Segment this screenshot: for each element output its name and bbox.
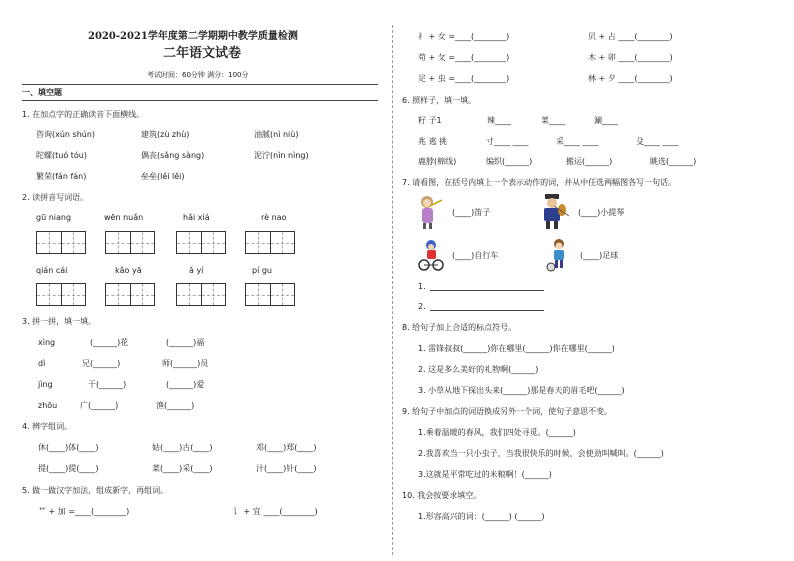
q4-item[interactable]: 汁(____)针(____) [256,464,317,473]
q5-item[interactable]: 艹 + 加 =____(________) [38,507,130,516]
q3-blank[interactable]: 广(______) [80,401,119,410]
pinyin: wēn nuǎn [104,213,144,222]
q3-pinyin: zhōu [38,401,58,410]
pinyin: gū niang [36,213,72,222]
q4-item[interactable]: 姑(____)古(____) [152,443,213,452]
q1-item: 陀螺(tuó tóu) [36,151,87,160]
section-rule [22,100,378,101]
writing-grid[interactable] [105,283,155,306]
pic-caption[interactable]: (____)自行车 [452,251,499,260]
q6-item[interactable]: 搬运(______) [566,157,613,166]
answer-line[interactable] [430,310,544,311]
q6-item[interactable]: 涮____ [594,116,618,125]
q3-blank[interactable]: 师(______)员 [162,359,209,368]
writing-grid[interactable] [36,231,86,254]
q1-item: 繁荣(fán fán) [36,172,87,181]
q3-blank[interactable]: 渔(______) [156,401,195,410]
writing-grid[interactable] [176,231,226,254]
answer-line[interactable] [430,290,544,291]
pic-caption[interactable]: (____)小提琴 [578,208,625,217]
q9-line[interactable]: 1.乘着温暖的春风，我们四处寻觅。(______) [418,428,576,437]
q4-item[interactable]: 菜(____)采(____) [152,464,213,473]
char-add-item[interactable]: 苟 + 攵 =____(________) [418,53,510,62]
q1-item: 油腻(nì niù) [254,130,299,139]
writing-grid[interactable] [245,283,295,306]
char-add-item[interactable]: 礻 + 女 =____(________) [418,32,510,41]
violinist-picture [536,192,570,230]
char-add-item[interactable]: 林 + 夕 ____(________) [588,74,673,83]
q5-prompt: 5. 做一做汉字加法，组成新字，再组词。 [22,486,169,495]
q4-item[interactable]: 邓(____)郑(____) [256,443,317,452]
q6-item[interactable]: 辣____ [487,116,511,125]
q6-item: 鹿脖(棉线) [418,157,457,166]
q6-item[interactable]: 眺选(______) [650,157,697,166]
answer-line-label: 1. [418,282,426,291]
q6-item[interactable]: 寸____ ____ [486,137,529,146]
pinyin: pí gu [252,266,272,275]
q1-item: 泥泞(nìn nìng) [254,151,309,160]
q3-prompt: 3. 拼一拼，填一填。 [22,317,97,326]
q1-item: 垒垒(lěi lěi) [141,172,185,181]
pic-caption[interactable]: (____)笛子 [452,208,491,217]
writing-grid[interactable] [245,231,295,254]
girl-flute-picture [412,194,444,230]
q4-item[interactable]: 提(____)提(____) [38,464,99,473]
q5-item[interactable]: 讠 + 宜 ____(________) [233,507,318,516]
q6-prompt: 6. 照样子，填一填。 [402,96,477,105]
section-title: 一、填空题 [22,88,62,97]
q3-blank[interactable]: (______)福 [166,338,205,347]
q3-pinyin: xìng [38,338,56,347]
q10-line[interactable]: 1.形容高兴的词：(______) (______) [418,512,545,521]
answer-line-label: 2. [418,302,426,311]
pinyin: kǎo yā [115,266,142,275]
q7-prompt: 7. 请看图，在括号内填上一个表示动作的词，并从中任选两幅图各写一句话。 [402,178,677,187]
q9-line[interactable]: 2.我喜欢当一只小虫子，当我很快乐的时候，会使劲叫喊叫。(______) [418,449,664,458]
q9-prompt: 9. 给句子中加点的词语换成另外一个词，使句子意思不变。 [402,407,613,416]
q6-item: 籽 子1 [418,116,442,125]
column-divider [392,25,393,555]
char-add-item[interactable]: 足 + 虫 =____(________) [418,74,510,83]
q3-pinyin: jìng [38,380,53,389]
q3-blank[interactable]: 干(______) [88,380,127,389]
q3-blank[interactable]: (______)爱 [166,380,205,389]
cyclist-picture [418,238,444,272]
q1-item: 建筑(zù zhù) [141,130,190,139]
writing-grid[interactable] [36,283,86,306]
q8-prompt: 8. 给句子加上合适的标点符号。 [402,323,517,332]
char-add-item[interactable]: 木 + 卯 ____(________) [588,53,673,62]
writing-grid[interactable] [176,283,226,306]
exam-title: 2020-2021学年度第二学期期中教学质量检测 [88,31,298,42]
writing-grid[interactable] [105,231,155,254]
q1-prompt: 1. 在加点字的正确读音下面横线。 [22,110,145,119]
q3-pinyin: dì [38,359,46,368]
q8-line[interactable]: 1. 雷锋叔叔(______)你在哪里(______)你在哪里(______) [418,344,615,353]
char-add-item[interactable]: 贝 + 占 ____(________) [588,32,673,41]
pinyin: ǎ yí [189,266,204,275]
q6-item[interactable]: 编织(______) [486,157,533,166]
q2-prompt: 2. 读拼音写词语。 [22,193,89,202]
exam-subtitle: 二年语文试卷 [163,46,242,61]
q1-item: 咨询(xún shún) [36,130,96,139]
q10-prompt: 10. 我会按要求填空。 [402,491,482,500]
football-boy-picture [546,238,572,272]
q6-item[interactable]: 菜____ [541,116,565,125]
pinyin: rè nao [261,213,287,222]
exam-meta: 考试时间：60分钟 满分：100分 [147,71,249,79]
q6-item: 兆 逃 挑 [418,137,448,146]
q9-line[interactable]: 3.这就是平常吃过的米粮啊！(______) [418,470,552,479]
pic-caption[interactable]: (____)足球 [580,251,619,260]
header-rule [22,84,378,85]
q6-item[interactable]: 采____ ____ [556,137,599,146]
q8-line[interactable]: 2. 这是多么美好的礼物啊(______) [418,365,539,374]
q6-item[interactable]: 殳____ ____ [636,137,679,146]
pinyin: hǎi xiá [183,213,210,222]
q4-prompt: 4. 辨字组词。 [22,422,73,431]
pinyin: qián cái [36,266,68,275]
q3-blank[interactable]: (______)花 [90,338,129,347]
q8-line[interactable]: 3. 小草从地下探出头来(______)那是春天的眉毛吧(______) [418,386,625,395]
q4-item[interactable]: 休(____)体(____) [38,443,99,452]
q1-item: 偶丧(sǎng sàng) [141,151,205,160]
q3-blank[interactable]: 兄(______) [82,359,121,368]
